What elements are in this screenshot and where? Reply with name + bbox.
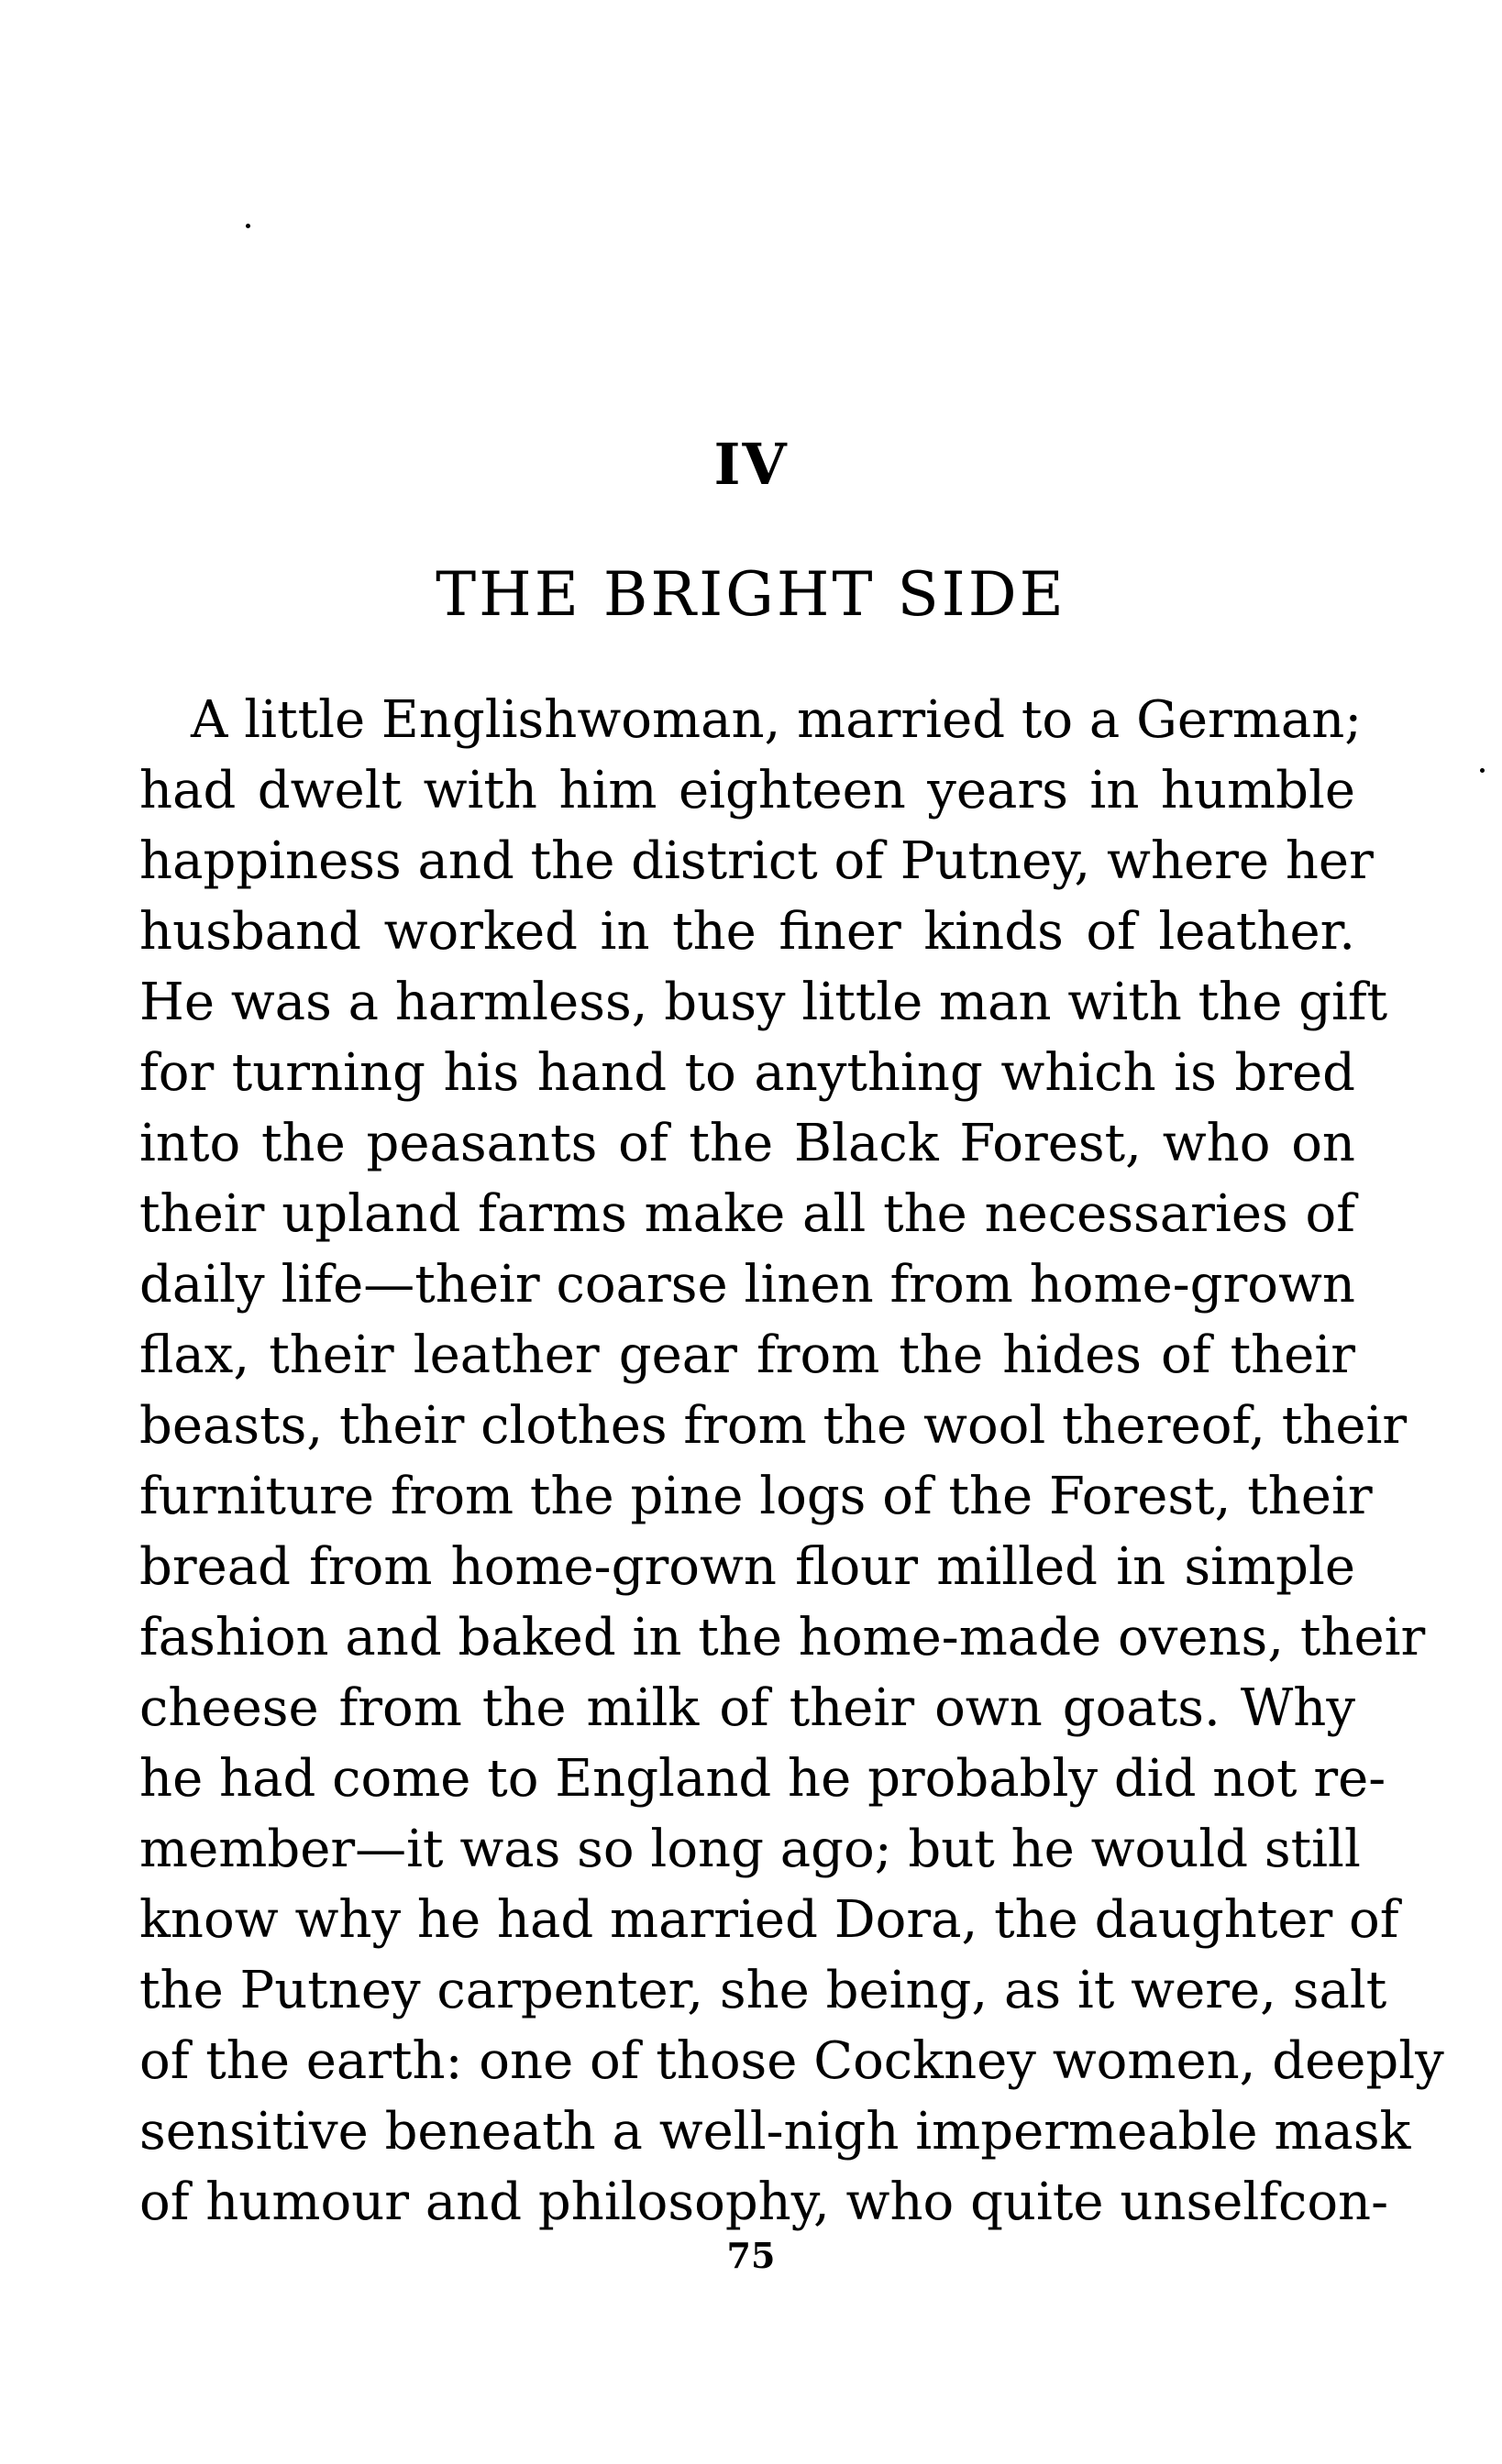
text-line: know why he had married Dora, the daughter of — [139, 1890, 1399, 1950]
body-text — [139, 685, 1444, 2238]
page-speck — [246, 224, 250, 228]
text-line: for turning his hand to anything which is bred — [139, 1043, 1355, 1103]
text-line: happiness and the district of Putney, where her — [139, 831, 1374, 891]
text-line: had dwelt with him eighteen years in humble — [139, 761, 1355, 820]
text-line: bread from home-grown flour milled in simple — [139, 1537, 1355, 1597]
text-line: of humour and philosophy, who quite unselfcon- — [139, 2172, 1389, 2232]
chapter-title: THE BRIGHT SIDE — [436, 559, 1066, 630]
chapter-number: IV — [713, 431, 789, 498]
text-line: cheese from the milk of their own goats. Why — [139, 1678, 1355, 1738]
text-line: furniture from the pine logs of the Forest, their — [139, 1467, 1373, 1526]
text-line: A little Englishwoman, married to a German; — [191, 690, 1363, 750]
text-line: beasts, their clothes from the wool thereof, their — [139, 1396, 1408, 1456]
text-line: fashion and baked in the home-made ovens, their — [139, 1608, 1426, 1667]
text-line: daily life—their coarse linen from home-grown — [139, 1255, 1355, 1314]
text-line: member—it was so long ago; but he would still — [139, 1820, 1361, 1879]
text-line: sensitive beneath a well-nigh impermeable mask — [139, 2102, 1411, 2162]
text-line: husband worked in the finer kinds of leather. — [139, 902, 1355, 962]
text-line: into the peasants of the Black Forest, who on — [139, 1114, 1355, 1173]
text-line: of the earth: one of those Cockney women, deeply — [139, 2031, 1444, 2091]
text-line: flax, their leather gear from the hides of their — [139, 1326, 1355, 1385]
text-line: the Putney carpenter, she being, as it were, salt — [139, 1961, 1387, 2020]
text-line: he had come to England he probably did not re- — [139, 1749, 1386, 1809]
text-line: He was a harmless, busy little man with the gift — [139, 973, 1388, 1032]
page-number: 75 — [726, 2235, 776, 2276]
page-speck — [1480, 768, 1485, 773]
text-line: their upland farms make all the necessaries of — [139, 1184, 1355, 1244]
